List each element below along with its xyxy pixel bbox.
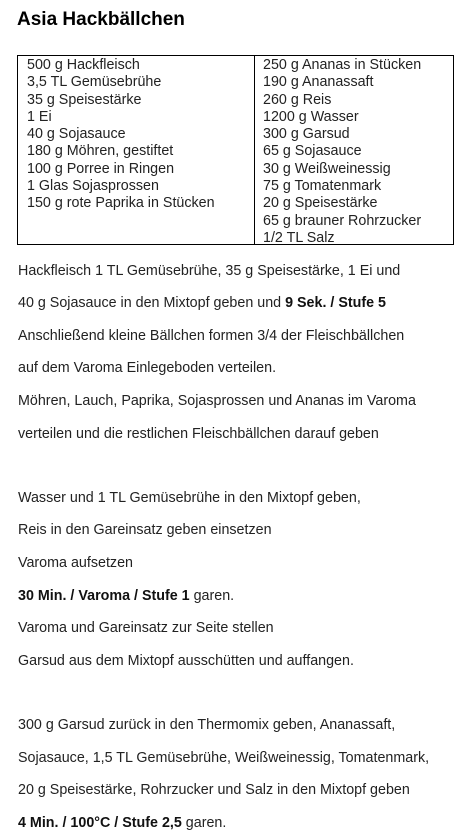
instruction-line: Garsud aus dem Mixtopf ausschütten und auffangen. xyxy=(18,653,354,669)
ingredient-item: 3,5 TL Gemüsebrühe xyxy=(27,74,162,91)
ingredient-item: 1/2 TL Salz xyxy=(263,229,335,246)
ingredient-item: 150 g rote Paprika in Stücken xyxy=(27,195,215,212)
instruction-line: verteilen und die restlichen Fleischbällchen darauf geben xyxy=(18,426,379,442)
instruction-line: 300 g Garsud zurück in den Thermomix geben, Ananassaft, xyxy=(18,717,396,733)
ingredient-item: 1200 g Wasser xyxy=(263,108,359,125)
instruction-line: Reis in den Gareinsatz geben einsetzen xyxy=(18,522,272,538)
recipe-title: Asia Hackbällchen xyxy=(17,9,185,30)
instruction-line: Sojasauce, 1,5 TL Gemüsebrühe, Weißweinessig, Tomatenmark, xyxy=(18,750,430,766)
instruction-line: Varoma und Gareinsatz zur Seite stellen xyxy=(18,620,274,636)
instruction-line: 30 Min. / Varoma / Stufe 1 garen. xyxy=(18,588,235,604)
ingredient-item: 40 g Sojasauce xyxy=(27,126,126,143)
ingredient-item: 100 g Porree in Ringen xyxy=(27,160,175,177)
ingredient-item: 30 g Weißweinessig xyxy=(263,160,391,177)
ingredient-item: 20 g Speisestärke xyxy=(263,195,378,212)
ingredient-item: 260 g Reis xyxy=(263,91,332,108)
instruction-line: 40 g Sojasauce in den Mixtopf geben und 9 Sek. / Stufe 5 xyxy=(18,295,386,311)
ingredient-item: 250 g Ananas in Stücken xyxy=(263,57,422,73)
ingredient-item: 1 Glas Sojasprossen xyxy=(27,178,159,195)
instruction-line: Möhren, Lauch, Paprika, Sojasprossen und Ananas im Varoma xyxy=(18,393,416,409)
ingredient-item: 75 g Tomatenmark xyxy=(263,178,382,195)
ingredient-item: 65 g Sojasauce xyxy=(263,143,362,160)
instruction-line: Wasser und 1 TL Gemüsebrühe in den Mixtopf geben, xyxy=(18,490,361,506)
ingredients-column-right xyxy=(255,56,453,244)
ingredient-item: 35 g Speisestärke xyxy=(27,91,142,108)
ingredients-column-left xyxy=(18,56,255,244)
ingredient-item: 500 g Hackfleisch xyxy=(27,57,140,73)
ingredient-item: 1 Ei xyxy=(27,108,52,125)
ingredient-item: 190 g Ananassaft xyxy=(263,74,374,91)
instruction-line: Hackfleisch 1 TL Gemüsebrühe, 35 g Speisestärke, 1 Ei und xyxy=(18,263,401,279)
instruction-line: Anschließend kleine Bällchen formen 3/4 der Fleischbällchen xyxy=(18,328,405,344)
ingredient-item: 65 g brauner Rohrzucker xyxy=(263,212,422,229)
ingredient-item: 180 g Möhren, gestiftet xyxy=(27,143,174,160)
instruction-line: Varoma aufsetzen xyxy=(18,555,133,571)
instruction-line: auf dem Varoma Einlegeboden verteilen. xyxy=(18,360,277,376)
instruction-line: 20 g Speisestärke, Rohrzucker und Salz in den Mixtopf geben xyxy=(18,782,410,798)
ingredients-table xyxy=(17,55,454,245)
ingredient-item: 300 g Garsud xyxy=(263,126,350,143)
instruction-line: 4 Min. / 100°C / Stufe 2,5 garen. xyxy=(18,815,227,831)
